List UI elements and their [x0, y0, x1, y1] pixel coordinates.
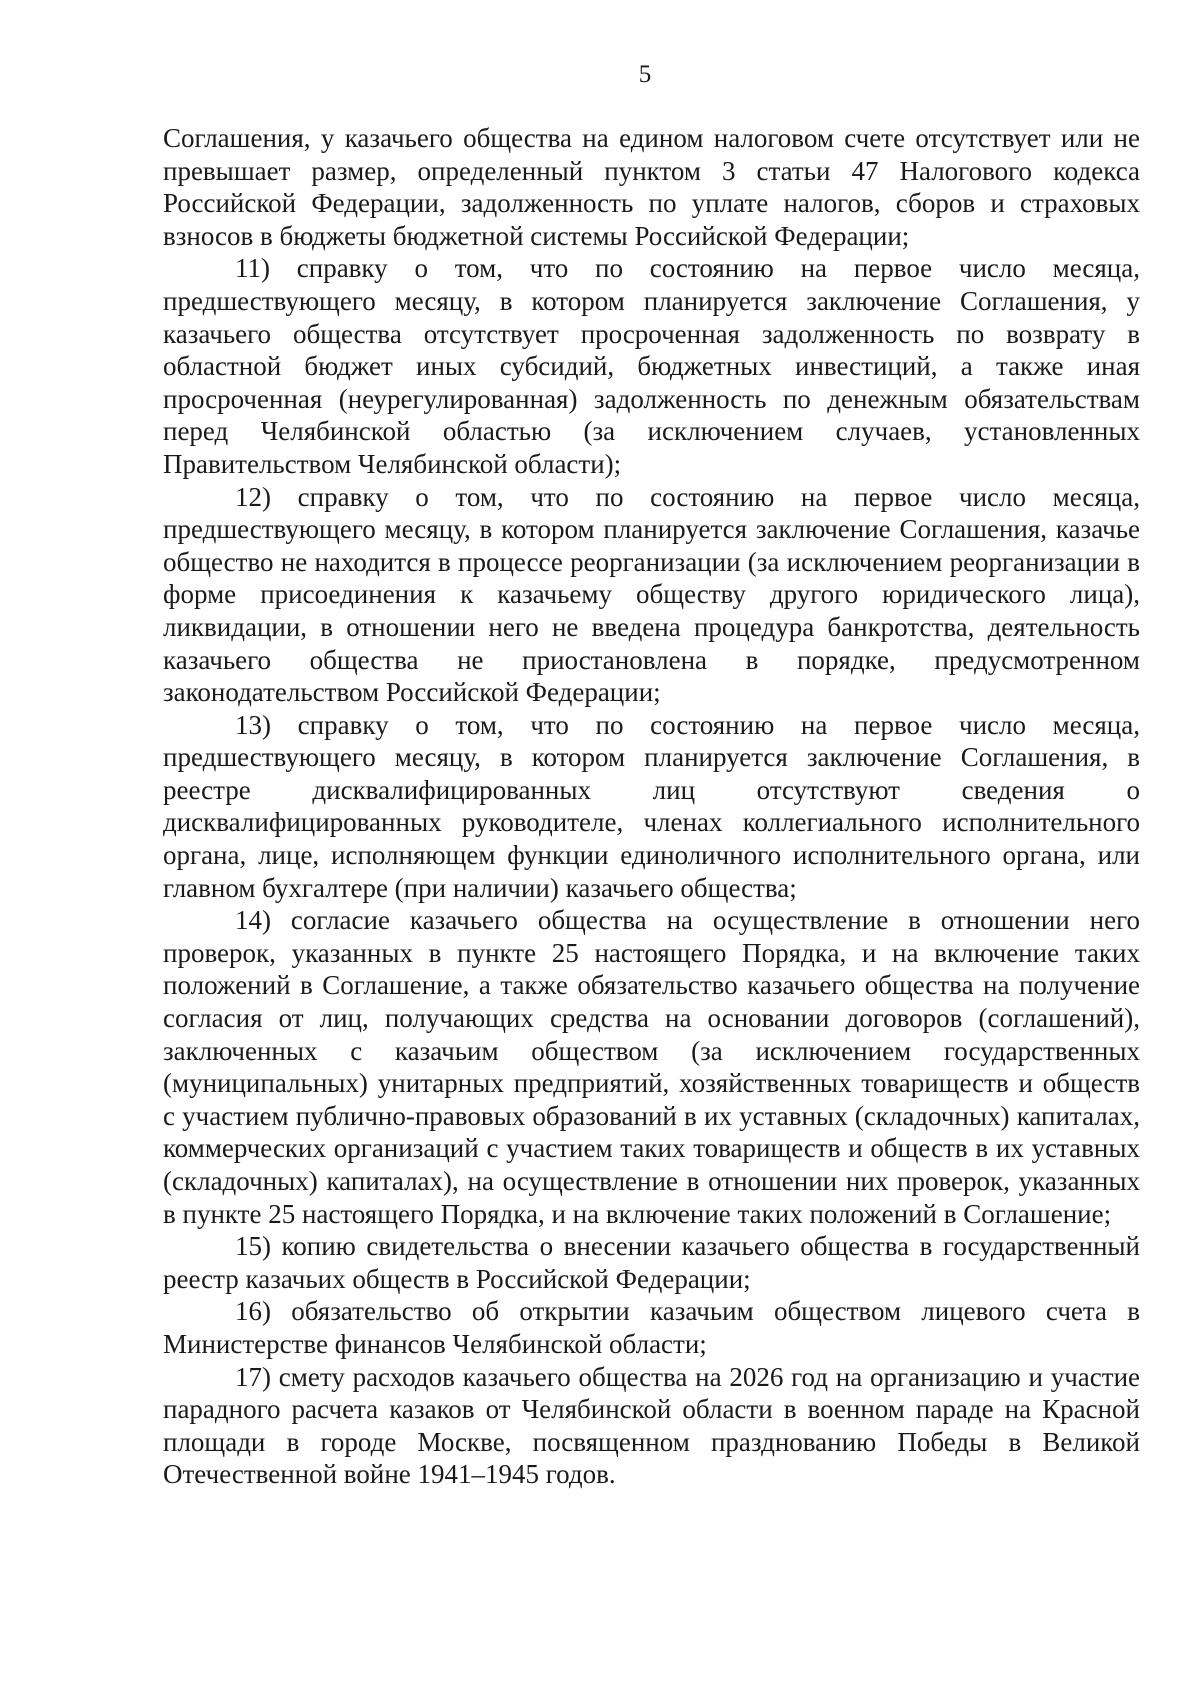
paragraph-item-11: 11) справку о том, что по состоянию на первое число месяца, предшествующего месяцу, в котором планируется заключение Соглашения, у казачьего общества отсутствует просроченная задолженность по возврату в областной бюджет иных субсидий, бюджетных инвестиций, а также иная просроченная (неурегулированная) задолженность по денежным обязательствам перед Челябинской областью (за исключением случаев, установленных Правительством Челябинской области);	[163, 253, 1140, 479]
paragraph-item-17: 17) смету расходов казачьего общества на 2026 год на организацию и участие парадного расчета казаков от Челябинской области в военном параде на Красной площади в городе Москве, посвященном празднованию Победы в Великой Отечественной войне 1941–1945 годов.	[163, 1361, 1140, 1490]
paragraph-item-12: 12) справку о том, что по состоянию на первое число месяца, предшествующего месяцу, в котором планируется заключение Соглашения, казачье общество не находится в процессе реорганизации (за исключением реорганизации в форме присоединения к казачьему обществу другого юридического лица), ликвидации, в отношении него не введена процедура банкротства, деятельность казачьего общества не приостановлена в порядке, предусмотренном законодательством Российской Федерации;	[163, 481, 1140, 708]
paragraph-item-15: 15) копию свидетельства о внесении казачьего общества в государственный реестр казачьих обществ в Российской Федерации;	[163, 1231, 1140, 1294]
paragraph-item-13: 13) справку о том, что по состоянию на первое число месяца, предшествующего месяцу, в котором планируется заключение Соглашения, в реестре дисквалифицированных лиц отсутствуют сведения о дисквалифицированных руководителе, членах коллегиального исполнительного органа, лице, исполняющем функции единоличного исполнительного органа, или главном бухгалтере (при наличии) казачьего общества;	[163, 709, 1140, 903]
page-number: 5	[638, 61, 652, 88]
paragraph-item-14: 14) согласие казачьего общества на осуществление в отношении него проверок, указанных в пункте 25 настоящего Порядка, и на включение таких положений в Соглашение, а также обязательство казачьего общества на получение согласия от лиц, получающих средства на основании договоров (соглашений), заключенных с казачьим обществом (за исключением государственных (муниципальных) унитарных предприятий, хозяйственных товариществ и обществ с участием публично-правовых образований в их уставных (складочных) капиталах, коммерческих организаций с участием таких товариществ и обществ в их уставных (складочных) капиталах), на осуществление в отношении них проверок, указанных в пункте 25 настоящего Порядка, и на включение таких положений в Соглашение;	[163, 905, 1140, 1229]
document-body	[163, 122, 1140, 1491]
paragraph-item-16: 16) обязательство об открытии казачьим обществом лицевого счета в Министерстве финансов Челябинской области;	[163, 1296, 1140, 1359]
paragraph-continuation: Соглашения, у казачьего общества на едином налоговом счете отсутствует или не превышает размер, определенный пунктом 3 статьи 47 Налогового кодекса Российской Федерации, задолженность по уплате налогов, сборов и страховых взносов в бюджеты бюджетной системы Российской Федерации;	[163, 123, 1140, 251]
